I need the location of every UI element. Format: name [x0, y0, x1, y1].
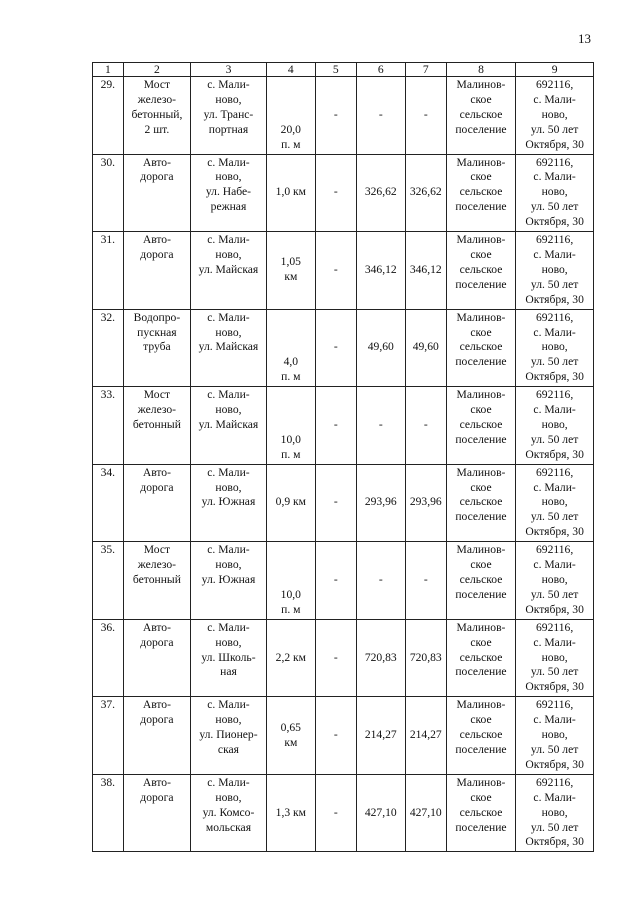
row-number-cell: 29. [93, 77, 124, 155]
owner-cell: Малинов- ское сельское поселение [446, 154, 516, 232]
object-address-cell: с. Мали- ново, ул. Южная [191, 542, 267, 620]
value-col5-cell: - [315, 154, 356, 232]
value-col6-cell: 427,10 [356, 774, 405, 852]
value-col5-cell: - [315, 697, 356, 775]
value-col5-cell: - [315, 774, 356, 852]
value-col5-cell: - [315, 542, 356, 620]
owner-cell: Малинов- ское сельское поселение [446, 542, 516, 620]
object-length-cell: 1,3 км [266, 774, 315, 852]
value-col6-cell: - [356, 542, 405, 620]
row-number-cell: 36. [93, 619, 124, 697]
table-row [93, 154, 594, 232]
value-col7-cell: 346,12 [405, 232, 446, 310]
row-number-cell: 34. [93, 464, 124, 542]
table-row [93, 542, 594, 620]
owner-address-cell: 692116, с. Мали- ново, ул. 50 лет Октября, 30 [516, 697, 594, 775]
value-col5-cell: - [315, 309, 356, 387]
owner-address-cell: 692116, с. Мали- ново, ул. 50 лет Октября, 30 [516, 77, 594, 155]
property-registry-table [92, 62, 594, 852]
column-header-9: 9 [516, 63, 594, 77]
value-col7-cell: 49,60 [405, 309, 446, 387]
owner-cell: Малинов- ское сельское поселение [446, 232, 516, 310]
object-length-cell: 1,05 км [266, 232, 315, 310]
table-row [93, 619, 594, 697]
object-name-cell: Авто- дорога [123, 774, 190, 852]
object-address-cell: с. Мали- ново, ул. Набе- режная [191, 154, 267, 232]
object-address-cell: с. Мали- ново, ул. Комсо- мольская [191, 774, 267, 852]
column-header-3: 3 [191, 63, 267, 77]
value-col6-cell: 326,62 [356, 154, 405, 232]
owner-address-cell: 692116, с. Мали- ново, ул. 50 лет Октября, 30 [516, 154, 594, 232]
object-address-cell: с. Мали- ново, ул. Майская [191, 232, 267, 310]
row-number-cell: 32. [93, 309, 124, 387]
object-address-cell: с. Мали- ново, ул. Транс- портная [191, 77, 267, 155]
object-name-cell: Мост железо- бетонный, 2 шт. [123, 77, 190, 155]
object-name-cell: Водопро- пускная труба [123, 309, 190, 387]
value-col6-cell: - [356, 77, 405, 155]
object-address-cell: с. Мали- ново, ул. Южная [191, 464, 267, 542]
column-header-2: 2 [123, 63, 190, 77]
object-name-cell: Авто- дорога [123, 697, 190, 775]
table-row [93, 387, 594, 465]
value-col7-cell: - [405, 77, 446, 155]
column-header-1: 1 [93, 63, 124, 77]
owner-address-cell: 692116, с. Мали- ново, ул. 50 лет Октября, 30 [516, 619, 594, 697]
object-name-cell: Мост железо- бетонный [123, 542, 190, 620]
value-col5-cell: - [315, 619, 356, 697]
page-number: 13 [578, 31, 591, 46]
column-header-7: 7 [405, 63, 446, 77]
owner-cell: Малинов- ское сельское поселение [446, 387, 516, 465]
value-col6-cell: 720,83 [356, 619, 405, 697]
object-length-cell: 2,2 км [266, 619, 315, 697]
value-col5-cell: - [315, 387, 356, 465]
table-row [93, 774, 594, 852]
value-col5-cell: - [315, 232, 356, 310]
column-header-5: 5 [315, 63, 356, 77]
table-row [93, 464, 594, 542]
table-row [93, 697, 594, 775]
object-length-cell: 4,0 п. м [266, 309, 315, 387]
row-number-cell: 38. [93, 774, 124, 852]
value-col7-cell: 293,96 [405, 464, 446, 542]
table-body [93, 63, 594, 852]
value-col6-cell: 214,27 [356, 697, 405, 775]
owner-address-cell: 692116, с. Мали- ново, ул. 50 лет Октября, 30 [516, 774, 594, 852]
value-col7-cell: - [405, 387, 446, 465]
value-col7-cell: 214,27 [405, 697, 446, 775]
value-col7-cell: 427,10 [405, 774, 446, 852]
object-length-cell: 10,0 п. м [266, 387, 315, 465]
object-address-cell: с. Мали- ново, ул. Пионер- ская [191, 697, 267, 775]
owner-cell: Малинов- ское сельское поселение [446, 309, 516, 387]
value-col7-cell: 326,62 [405, 154, 446, 232]
object-name-cell: Авто- дорога [123, 464, 190, 542]
row-number-cell: 33. [93, 387, 124, 465]
column-number-row [93, 63, 594, 77]
owner-address-cell: 692116, с. Мали- ново, ул. 50 лет Октября, 30 [516, 542, 594, 620]
owner-cell: Малинов- ское сельское поселение [446, 697, 516, 775]
object-address-cell: с. Мали- ново, ул. Майская [191, 387, 267, 465]
table-row [93, 309, 594, 387]
owner-address-cell: 692116, с. Мали- ново, ул. 50 лет Октября, 30 [516, 387, 594, 465]
owner-cell: Малинов- ское сельское поселение [446, 619, 516, 697]
object-name-cell: Авто- дорога [123, 232, 190, 310]
object-name-cell: Авто- дорога [123, 154, 190, 232]
object-address-cell: с. Мали- ново, ул. Школь- ная [191, 619, 267, 697]
value-col6-cell: 346,12 [356, 232, 405, 310]
object-name-cell: Авто- дорога [123, 619, 190, 697]
object-length-cell: 0,9 км [266, 464, 315, 542]
table-row [93, 77, 594, 155]
object-address-cell: с. Мали- ново, ул. Майская [191, 309, 267, 387]
value-col6-cell: 293,96 [356, 464, 405, 542]
owner-cell: Малинов- ское сельское поселение [446, 77, 516, 155]
column-header-6: 6 [356, 63, 405, 77]
value-col5-cell: - [315, 77, 356, 155]
value-col5-cell: - [315, 464, 356, 542]
object-length-cell: 20,0 п. м [266, 77, 315, 155]
column-header-8: 8 [446, 63, 516, 77]
row-number-cell: 35. [93, 542, 124, 620]
object-name-cell: Мост железо- бетонный [123, 387, 190, 465]
owner-address-cell: 692116, с. Мали- ново, ул. 50 лет Октября, 30 [516, 309, 594, 387]
value-col7-cell: 720,83 [405, 619, 446, 697]
table-row [93, 232, 594, 310]
row-number-cell: 31. [93, 232, 124, 310]
object-length-cell: 0,65 км [266, 697, 315, 775]
row-number-cell: 30. [93, 154, 124, 232]
column-header-4: 4 [266, 63, 315, 77]
owner-cell: Малинов- ское сельское поселение [446, 464, 516, 542]
value-col6-cell: - [356, 387, 405, 465]
value-col6-cell: 49,60 [356, 309, 405, 387]
value-col7-cell: - [405, 542, 446, 620]
object-length-cell: 1,0 км [266, 154, 315, 232]
owner-address-cell: 692116, с. Мали- ново, ул. 50 лет Октября, 30 [516, 232, 594, 310]
owner-address-cell: 692116, с. Мали- ново, ул. 50 лет Октября, 30 [516, 464, 594, 542]
row-number-cell: 37. [93, 697, 124, 775]
owner-cell: Малинов- ское сельское поселение [446, 774, 516, 852]
object-length-cell: 10,0 п. м [266, 542, 315, 620]
